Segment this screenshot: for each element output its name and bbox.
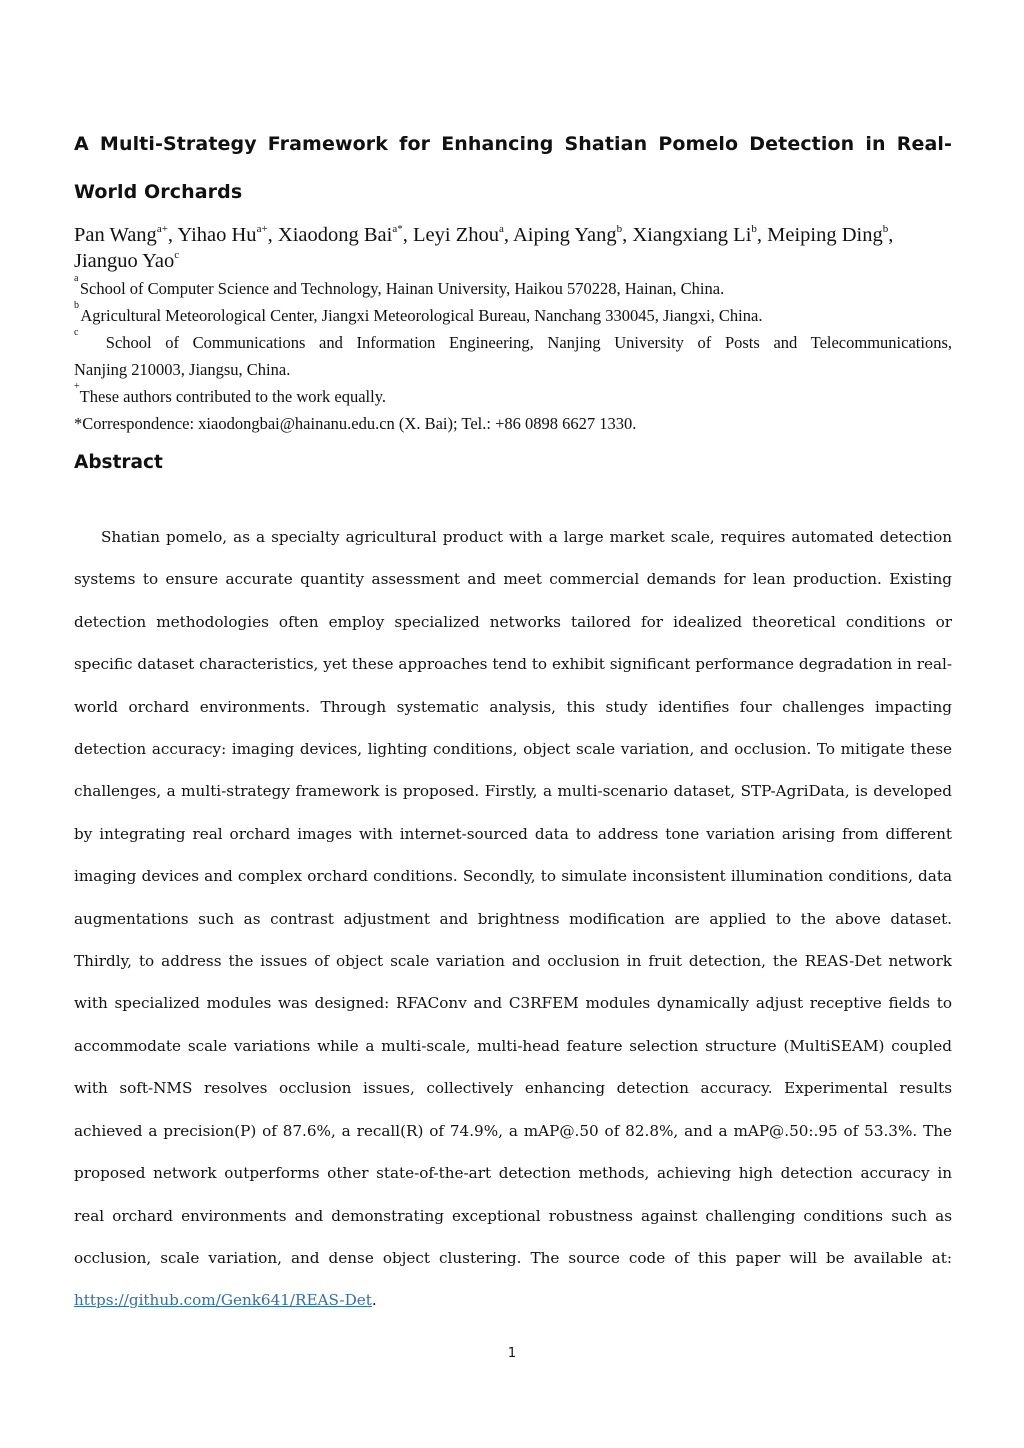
affiliation-c: $^c$ School of Communications and Information Engineering, Nanjing University of Posts and Telecommunications, Nanjing 210003, Jiangsu, China.: [74, 326, 952, 379]
paper-title: A Multi-Strategy Framework for Enhancing Shatian Pomelo Detection in Real-World Orchards: [74, 133, 952, 203]
abstract-heading: Abstract: [74, 452, 163, 473]
author-list: Pan Wang$^{a+}$, Yihao $Hu^{a+}$, Xiaodong Bai$^{a*}$, Leyi Zhou$^a$, Aiping Yang$^b$, Xiangxiang Li$^b$, Meiping Ding$^b$, Jianguo Yao$^c$: [74, 223, 894, 272]
author: Aiping Yang$^b$: [512, 223, 623, 246]
author: Yihao $Hu^{a+}$: [177, 223, 268, 246]
page-number: 1: [507, 1346, 517, 1361]
author: Xiangxiang Li$^b$: [632, 223, 757, 246]
code-link[interactable]: https://github.com/Genk641/REAS-Det: [74, 1291, 372, 1310]
affiliation-b: $^b$ Agricultural Meteorological Center, Jiangxi Meteorological Bureau, Nanchang 330045, Jiangxi, China.: [74, 299, 763, 325]
author: Leyi Zhou$^a$: [413, 223, 504, 246]
abstract-text: Shatian pomelo, as a specialty agricultural product with a large market scale, requires automated detection systems to ensure accurate quantity assessment and meet commercial demands for lean production. Existing detection methodologies often employ specialized networks tailored for idealized theoretical conditions or specific dataset characteristics, yet these approaches tend to exhibit significant performance degradation in real-world orchard environments. Through systematic analysis, this study identifies four challenges impacting detection accuracy: imaging devices, lighting conditions, object scale variation, and occlusion. To mitigate these challenges, a multi-strategy framework is proposed. Firstly, a multi-scenario dataset, STP-AgriData, is developed by integrating real orchard images with internet-sourced data to address tone variation arising from different imaging devices and complex orchard conditions. Secondly, to simulate inconsistent illumination conditions, data augmentations such as contrast adjustment and brightness modification are applied to the above dataset. Thirdly, to address the issues of object scale variation and occlusion in fruit detection, the REAS-Det network with specialized modules was designed: RFAConv and C3RFEM modules dynamically adjust receptive fields to accommodate scale variations while a multi-scale, multi-head feature selection structure (MultiSEAM) coupled with soft-NMS resolves occlusion issues, collectively enhancing detection accuracy. Experimental results achieved a precision(P) of 87.6%, a recall(R) of 74.9%, a mAP@.50 of 82.8%, and a mAP@.50:.95 of 53.3%. The proposed network outperforms other state-of-the-art detection methods, achieving high detection accuracy in real orchard environments and demonstrating exceptional robustness against challenging conditions such as occlusion, scale variation, and dense object clustering. The source code of this paper will be available at: https://github.com/Genk641/REAS-Det.: [74, 528, 952, 1310]
author: Pan Wang$^{a+}$: [74, 223, 168, 246]
author: Xiaodong Bai$^{a*}$: [277, 223, 403, 246]
author: Meiping Ding$^b$: [767, 223, 889, 246]
correspondence-note: *Correspondence: xiaodongbai@hainanu.edu.cn (X. Bai); Tel.: +86 0898 6627 1330.: [74, 414, 637, 433]
author: Jianguo Yao$^c$: [74, 249, 180, 272]
equal-contribution-note: +These authors contributed to the work equally.: [74, 380, 387, 406]
affiliation-a: $^a$ School of Computer Science and Technology, Hainan University, Haikou 570228, Hainan, China.: [74, 272, 725, 298]
